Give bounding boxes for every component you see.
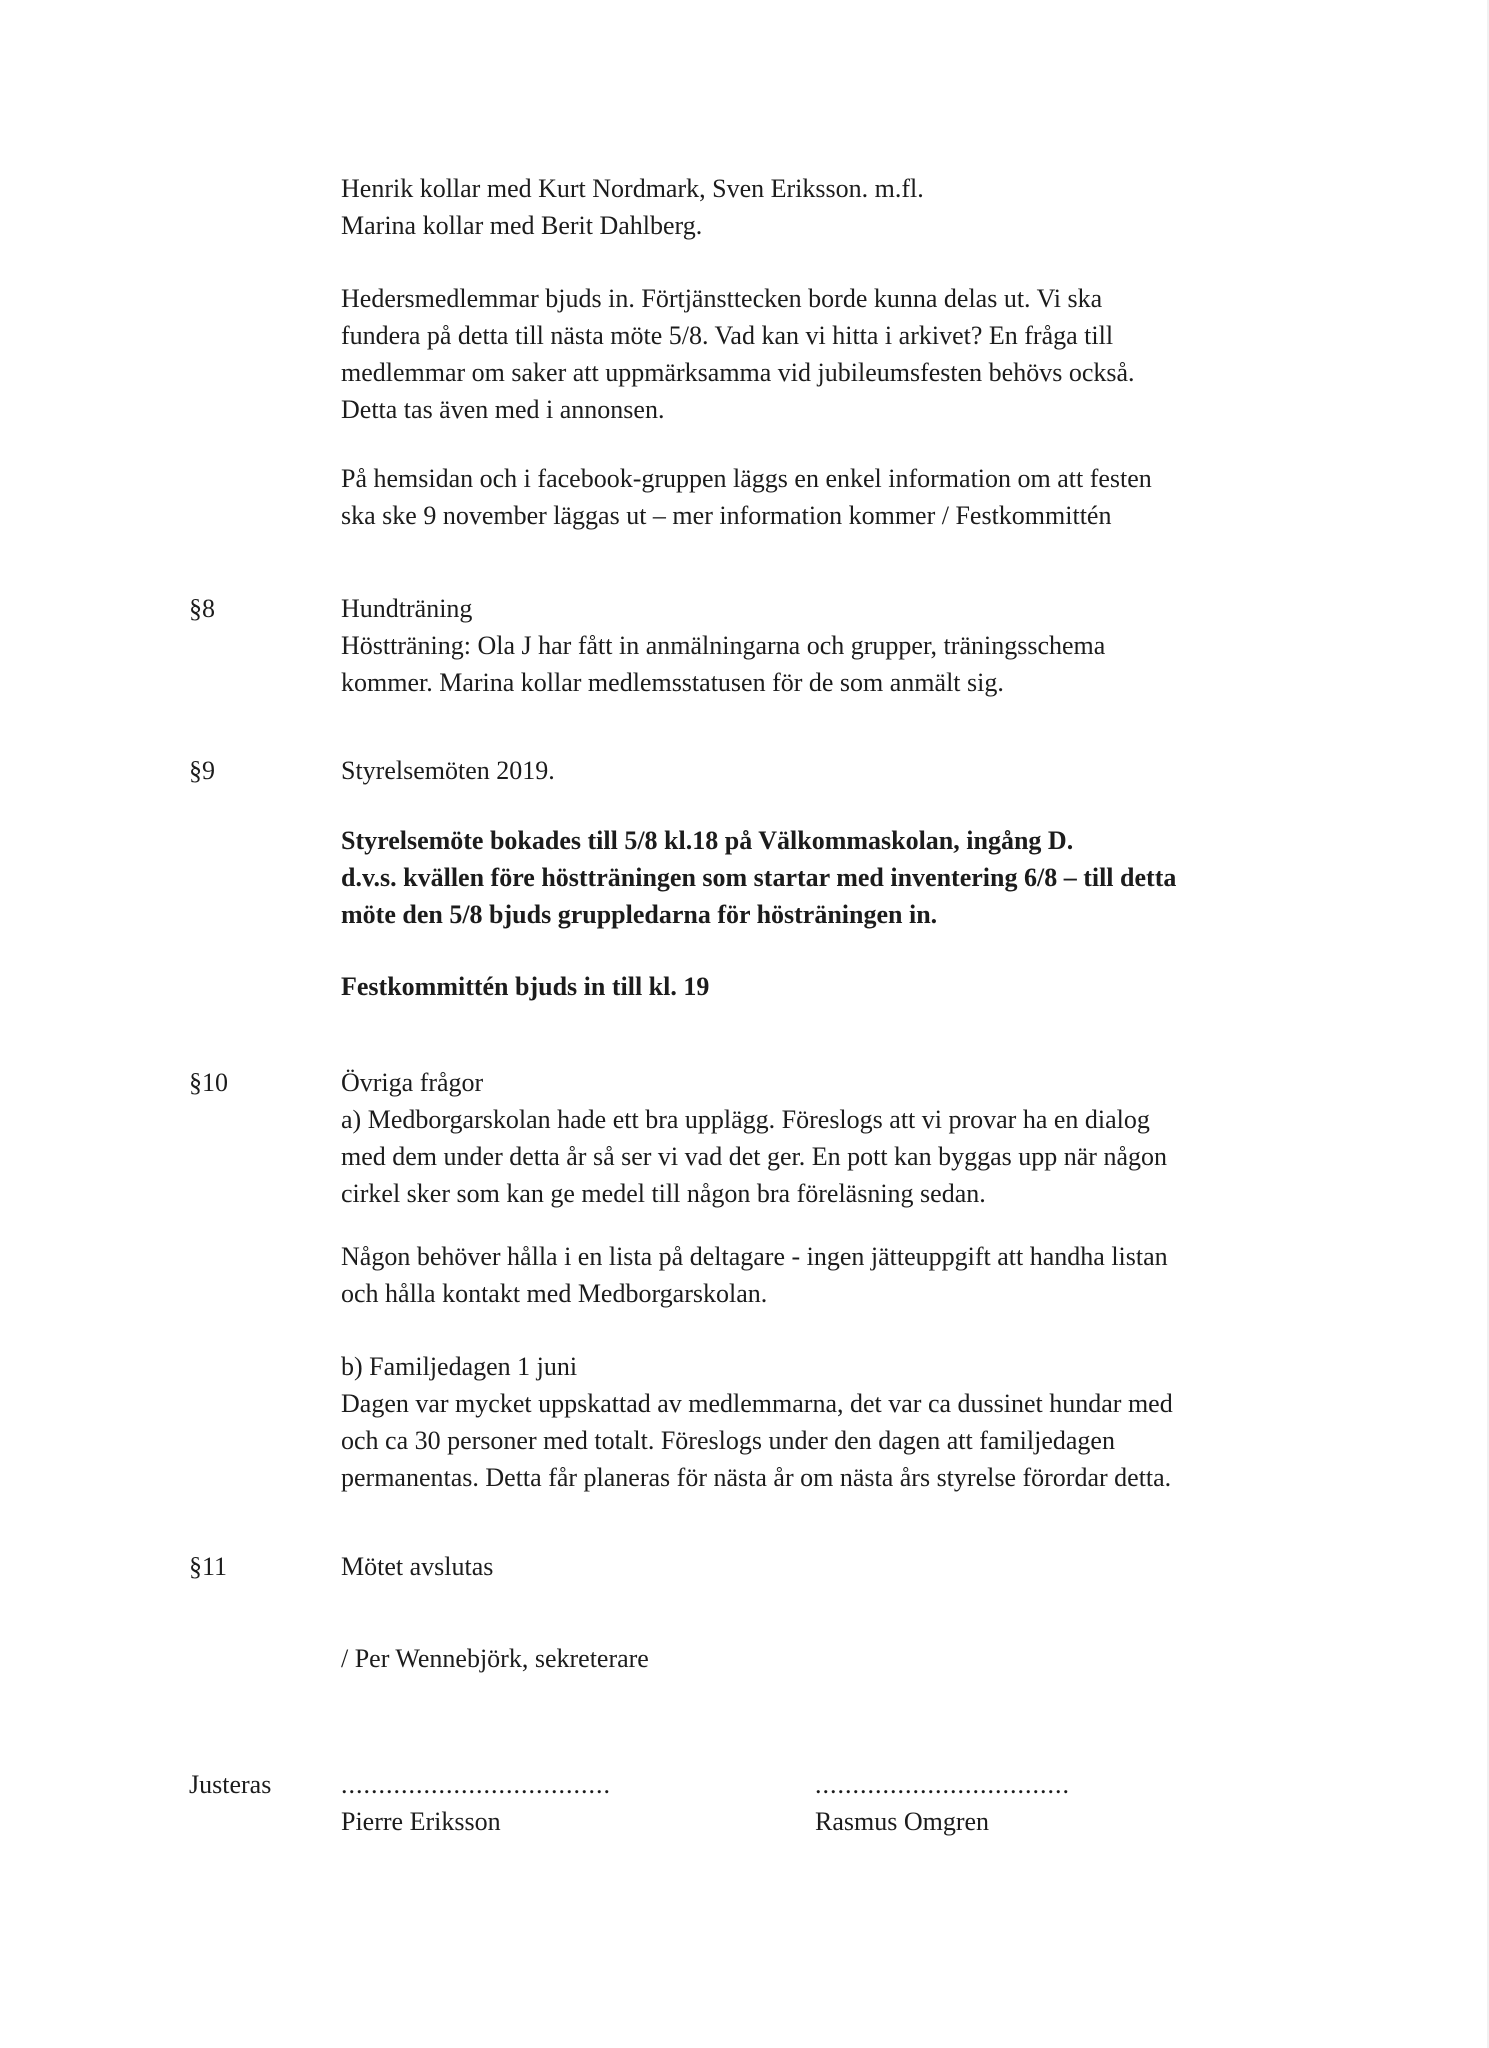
- section-10-line: a) Medborgarskolan hade ett bra upplägg. Föreslogs att vi provar ha en dialog: [341, 1105, 1150, 1134]
- section-10-list-line: och hålla kontakt med Medborgarskolan.: [341, 1279, 768, 1308]
- section-11-text: Mötet avslutas: [341, 1552, 494, 1581]
- signature-left: [341, 1766, 611, 1840]
- signatory-name: Pierre Eriksson: [341, 1807, 501, 1836]
- section-9-note: [341, 968, 1341, 1005]
- honors-line: medlemmar om saker att uppmärksamma vid jubileumsfesten behövs också.: [341, 358, 1135, 387]
- signature-right: [815, 1766, 1070, 1840]
- section-9-bold-paragraph: [341, 822, 1341, 933]
- section-number-11: §11: [189, 1552, 228, 1581]
- honors-paragraph: [341, 280, 1341, 428]
- section-10-a: [341, 1064, 1341, 1212]
- section-8-line: kommer. Marina kollar medlemsstatusen för de som anmält sig.: [341, 668, 1004, 697]
- section-9-heading: [341, 752, 1341, 789]
- honors-line: Hedersmedlemmar bjuds in. Förtjänsttecken borde kunna delas ut. Vi ska: [341, 284, 1103, 313]
- website-line: På hemsidan och i facebook-gruppen läggs en enkel information om att festen: [341, 464, 1152, 493]
- section-number-10: §10: [189, 1068, 228, 1097]
- section-number-8: §8: [189, 594, 215, 623]
- signature-line: ..................................: [815, 1770, 1070, 1799]
- website-paragraph: [341, 460, 1341, 534]
- section-10-line: cirkel sker som kan ge medel till någon bra föreläsning sedan.: [341, 1179, 986, 1208]
- signature-line: ....................................: [341, 1770, 611, 1799]
- secretary-signature: [341, 1640, 1341, 1677]
- section-8-line: Höstträning: Ola J har fått in anmälningarna och grupper, träningsschema: [341, 631, 1106, 660]
- section-8: [341, 590, 1341, 701]
- section-10-b-line: b) Familjedagen 1 juni: [341, 1352, 578, 1381]
- intro-line: Henrik kollar med Kurt Nordmark, Sven Eriksson. m.fl.: [341, 174, 924, 203]
- section-number-9: §9: [189, 756, 215, 785]
- section-9-title: Styrelsemöten 2019.: [341, 756, 555, 785]
- section-10-list-line: Någon behöver hålla i en lista på deltagare - ingen jätteuppgift att handha listan: [341, 1242, 1168, 1271]
- section-10-b: [341, 1348, 1341, 1496]
- section-8-line: Hundträning: [341, 594, 473, 623]
- section-11: [341, 1548, 1341, 1585]
- intro-line: Marina kollar med Berit Dahlberg.: [341, 211, 703, 240]
- section-9-note-line: Festkommittén bjuds in till kl. 19: [341, 972, 710, 1001]
- section-10-line: Övriga frågor: [341, 1068, 484, 1097]
- section-10-b-line: och ca 30 personer med totalt. Föreslogs under den dagen att familjedagen: [341, 1426, 1115, 1455]
- section-9-bold-line: Styrelsemöte bokades till 5/8 kl.18 på Välkommaskolan, ingång D.: [341, 826, 1074, 855]
- honors-line: fundera på detta till nästa möte 5/8. Vad kan vi hitta i arkivet? En fråga till: [341, 321, 1114, 350]
- section-9-bold-line: d.v.s. kvällen före höstträningen som startar med inventering 6/8 – till detta: [341, 863, 1177, 892]
- section-9-bold-line: möte den 5/8 bjuds gruppledarna för hösträningen in.: [341, 900, 938, 929]
- signatory-name: Rasmus Omgren: [815, 1807, 990, 1836]
- honors-line: Detta tas även med i annonsen.: [341, 395, 665, 424]
- section-10-line: med dem under detta år så ser vi vad det ger. En pott kan byggas upp när någon: [341, 1142, 1167, 1171]
- section-10-b-line: Dagen var mycket uppskattad av medlemmarna, det var ca dussinet hundar med: [341, 1389, 1173, 1418]
- secretary-line: / Per Wennebjörk, sekreterare: [341, 1644, 649, 1673]
- section-10-list: [341, 1238, 1341, 1312]
- section-10-b-line: permanentas. Detta får planeras för nästa år om nästa års styrelse förordar detta.: [341, 1463, 1172, 1492]
- justeras-label: Justeras: [189, 1770, 272, 1799]
- intro-paragraph: [341, 170, 1341, 244]
- website-line: ska ske 9 november läggas ut – mer information kommer / Festkommittén: [341, 501, 1112, 530]
